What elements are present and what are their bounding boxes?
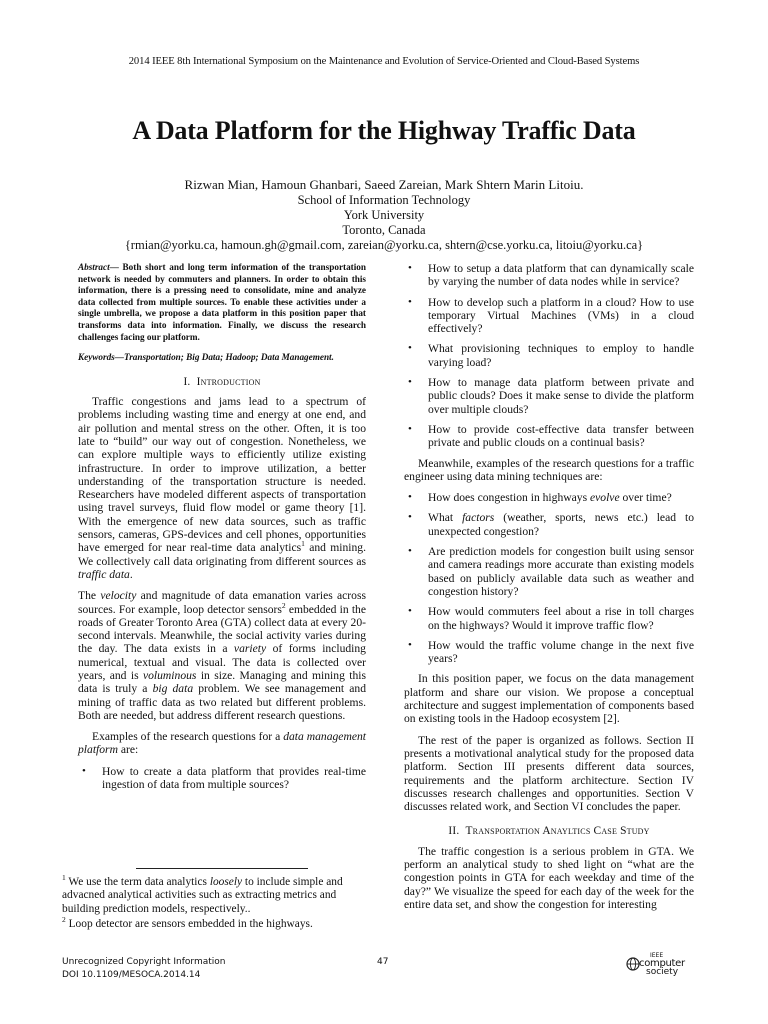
affiliation-city: Toronto, Canada: [342, 223, 426, 237]
affiliation-school: School of Information Technology: [297, 193, 471, 207]
doi[interactable]: DOI 10.1109/MESOCA.2014.14: [62, 970, 201, 980]
right-column: [404, 262, 694, 919]
copyright-info: Unrecognized Copyright Information: [62, 957, 226, 967]
paper-title: A Data Platform for the Highway Traffic Data: [132, 116, 636, 145]
list-item: • How to provide cost-effective data transfer between private and public clouds on a continual basis?: [408, 422, 694, 450]
intro-paragraph-1: Traffic congestions and jams lead to a spectrum of problems including wasting time and energy at one end, and air pollution and mental stress on the other. Often, it is too late to “build” our way out of congestion. Nonetheless, we can explore multiple ways to efficiently utilize existing infrastructure. In order to improve utilization, a better understanding of the transportation structure is needed. Researchers have modeled different aspects of transportation using travel surveys, fluid flow model or game theory [1]. With the emergence of new data sources, such as traffic sensors, cameras, GPS-devices and cell phones, opportunities have emerged for near real-time data analytics$^1$ and mining. We collectively call data originating from different sources as traffic data.: [78, 395, 366, 581]
list-item: • How would the traffic volume change in the next five years?: [408, 638, 694, 666]
logo-computer-text: computer: [639, 958, 685, 969]
footnote-ref-2[interactable]: 2: [281, 600, 286, 610]
bullet-icon: •: [408, 638, 412, 651]
bullet-icon: •: [408, 605, 412, 618]
keywords: Keywords—Transportation; Big Data; Hadoop; Data Management.: [78, 352, 334, 363]
platform-questions-list: [404, 262, 694, 450]
bullet-icon: •: [408, 511, 412, 524]
bullet-icon: •: [408, 262, 412, 274]
abstract-text: — Both short and long term information of the transportation network is needed by commuters and planners. In order to obtain this information, there is a pressing need to consolidate, mine and analyze data collected from multiple sources. To enable these activities under a single umbrella, we propose a data platform in this position paper that transforms data into information. Finally, we discuss the research challenges facing our platform.: [78, 262, 366, 342]
conference-header: 2014 IEEE 8th International Symposium on the Maintenance and Evolution of Service-Oriented and Cloud-Based Systems: [128, 56, 640, 67]
section-title: Transportation Anayltics Case Study: [465, 825, 650, 838]
list-item: • Are prediction models for congestion built using sensor and camera readings more accurate than existing models based on publicly available data such as weather and congestion history?: [408, 545, 694, 598]
footnote-1: $^1$ We use the term data analytics loosely to include simple and advacned analytical activities such as extracting metrics and building prediction models, respectively..: [62, 873, 343, 915]
bullet-icon: •: [408, 491, 412, 504]
abstract: [78, 262, 366, 343]
logo-ieee-text: IEEE: [650, 952, 664, 959]
bullet-icon: •: [408, 295, 412, 308]
bullet-icon: •: [408, 545, 412, 558]
section-number: II.: [448, 825, 460, 838]
list-item: • What provisioning techniques to employ to handle varying load?: [408, 342, 694, 369]
section-heading-introduction: [78, 376, 366, 389]
intro-paragraph-3: Examples of the research questions for a data management platform are:: [78, 730, 366, 757]
list-item: • How does congestion in highways evolve over time?: [408, 491, 672, 505]
abstract-label: Abstract: [78, 262, 110, 272]
section-title: Introduction: [196, 375, 261, 388]
footnote-2: $^2$ Loop detector are sensors embedded in the highways.: [62, 915, 313, 930]
position-paragraph: In this position paper, we focus on the data management platform and share our vision. We propose a conceptual architecture and suggest implementation of components based on existing tools in the Hadoop ecosystem [2].: [404, 672, 694, 726]
footer-info: [62, 956, 225, 982]
list-item: • What factors (weather, sports, news etc.) lead to unexpected congestion?: [408, 511, 694, 538]
meanwhile-paragraph: Meanwhile, examples of the research questions for a traffic engineer using data mining techniques are:: [404, 456, 694, 483]
case-study-paragraph: The traffic congestion is a serious problem in GTA. We perform an analytical study to shed light on “what are the congestion points in GTA for each weekday and time of the day?” We visualize the speed for each day of the week for the entire data set, and show the congestion for interesting: [404, 844, 694, 911]
data-mining-questions-list: [404, 491, 694, 665]
left-column: [78, 262, 366, 798]
bullet-icon: •: [408, 342, 412, 355]
intro-paragraph-2: The velocity and magnitude of data emanation varies across sources. For example, loop detector sensors$^2$ embedded in the roads of Greater Toronto Area (GTA) collect data at every 20-second intervals. Meanwhile, the social activity varies during the day. The data exists in a variety of forms including numerical, textual and visual. The data is collected over years, and is voluminous in size. Managing and mining this data is truly a big data problem. We see management and mining of traffic data as two related but different problems. Both are needed, but address different research questions.: [78, 589, 367, 722]
page-number: 47: [377, 957, 389, 967]
author-emails[interactable]: {rmian@yorku.ca, hamoun.gh@gmail.com, zareian@yorku.ca, shtern@cse.yorku.ca, litoiu@yorku.ca}: [124, 238, 644, 252]
list-item: • How to create a data platform that provides real-time ingestion of data from multiple sources?: [82, 764, 366, 792]
list-item: • How to setup a data platform that can dynamically scale by varying the number of data nodes while in service?: [408, 262, 694, 289]
logo-society-text: society: [646, 967, 679, 977]
ieee-computer-society-logo: [626, 952, 685, 981]
bullet-icon: •: [408, 376, 412, 389]
list-item: • How to develop such a platform in a cloud? How to use temporary Virtual Machines (VMs) in a cloud effectively?: [408, 295, 694, 336]
data-management-questions-list: [78, 765, 366, 792]
affiliation-university: York University: [343, 208, 425, 222]
footnote-ref-1[interactable]: 1: [301, 539, 305, 549]
footnote-divider: [136, 868, 308, 869]
globe-icon: [626, 957, 640, 971]
bullet-icon: •: [82, 764, 86, 777]
list-item: • How to manage data platform between private and public clouds? Does it make sense to divide the platform over multiple clouds?: [408, 376, 694, 416]
section-heading-case-study: [404, 825, 694, 838]
author-names: Rizwan Mian, Hamoun Ghanbari, Saeed Zareian, Mark Shtern Marin Litoiu.: [184, 177, 584, 192]
organization-paragraph: The rest of the paper is organized as follows. Section II presents a motivational analytical study for the proposed data platform. Section III presents different data sources, requirements and the platform architecture. Section IV discusses research challenges and opportunities. Section V discusses related work, and Section VI concludes the paper.: [404, 733, 694, 814]
section-number: I.: [183, 375, 191, 388]
author-block: [0, 177, 768, 253]
footnotes: [62, 873, 368, 933]
list-item: • How would commuters feel about a rise in toll charges on the highways? Would it improve traffic flow?: [408, 605, 694, 632]
bullet-icon: •: [408, 422, 412, 435]
